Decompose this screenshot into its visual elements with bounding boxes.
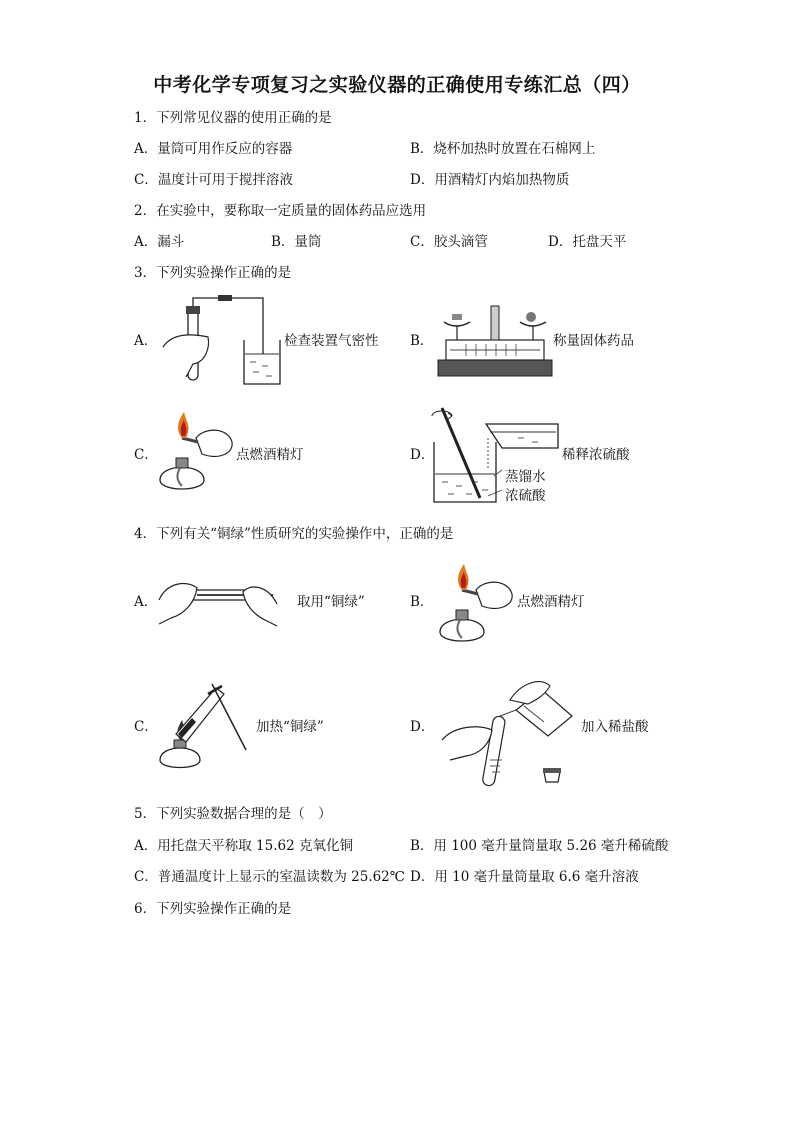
- q3-c-letter: C．: [134, 447, 158, 463]
- light-alcohol-lamp-figure-2: [432, 560, 518, 650]
- q1-option-b: B．烧杯加热时放置在石棉网上: [410, 141, 596, 157]
- q5-option-a: A．用托盘天平称取 15.62 克氧化铜: [134, 838, 353, 854]
- q4-c-caption: 加热“铜绿”: [256, 719, 324, 735]
- q4-d-caption: 加入稀盐酸: [581, 719, 649, 735]
- q4-c-letter: C．: [134, 719, 158, 735]
- q3-d-label-acid: 浓硫酸: [505, 488, 546, 504]
- q4-a-letter: A．: [134, 594, 158, 610]
- q3-stem: 3．下列实验操作正确的是: [134, 265, 292, 281]
- airtightness-check-figure: [158, 292, 283, 387]
- q1-option-a: A．量筒可用作反应的容器: [134, 141, 293, 157]
- q4-b-letter: B．: [410, 594, 434, 610]
- take-copper-green-figure: [157, 574, 279, 630]
- q3-a-caption: 检查装置气密性: [284, 333, 379, 349]
- q3-a-letter: A．: [134, 333, 158, 349]
- q2-option-a: A．漏斗: [134, 234, 185, 250]
- q4-d-letter: D．: [410, 719, 435, 735]
- q1-stem: 1．下列常见仪器的使用正确的是: [134, 110, 332, 126]
- q5-option-c: C．普通温度计上显示的室温读数为 25.62℃: [134, 869, 405, 885]
- q1-option-c: C．温度计可用于搅拌溶液: [134, 172, 293, 188]
- q3-d-label-water: 蒸馏水: [505, 469, 546, 485]
- add-dilute-acid-figure: [440, 660, 580, 790]
- q4-b-caption: 点燃酒精灯: [517, 594, 585, 610]
- light-alcohol-lamp-figure: [152, 408, 237, 498]
- q3-c-caption: 点燃酒精灯: [236, 447, 304, 463]
- q2-option-b: B．量筒: [271, 234, 322, 250]
- q5-option-b: B．用 100 毫升量筒量取 5.26 毫升稀硫酸: [410, 838, 669, 854]
- q3-d-letter: D．: [410, 447, 435, 463]
- q1-option-d: D．用酒精灯内焰加热物质: [410, 172, 570, 188]
- q5-option-d: D．用 10 毫升量筒量取 6.6 毫升溶液: [410, 869, 639, 885]
- q5-stem: 5．下列实验数据合理的是（ ）: [134, 806, 332, 822]
- q6-stem: 6．下列实验操作正确的是: [134, 901, 292, 917]
- q3-d-caption: 稀释浓硫酸: [562, 447, 630, 463]
- q4-stem: 4．下列有关“铜绿”性质研究的实验操作中，正确的是: [134, 526, 454, 542]
- page-title: 中考化学专项复习之实验仪器的正确使用专练汇总（四）: [153, 74, 641, 96]
- q4-a-caption: 取用“铜绿”: [297, 594, 365, 610]
- balance-figure: [436, 300, 556, 380]
- q2-option-c: C．胶头滴管: [410, 234, 488, 250]
- q2-option-d: D．托盘天平: [548, 234, 627, 250]
- q3-b-letter: B．: [410, 333, 434, 349]
- heat-copper-green-figure: [152, 680, 252, 775]
- q3-b-caption: 称量固体药品: [553, 333, 634, 349]
- q2-stem: 2．在实验中，要称取一定质量的固体药品应选用: [134, 203, 427, 219]
